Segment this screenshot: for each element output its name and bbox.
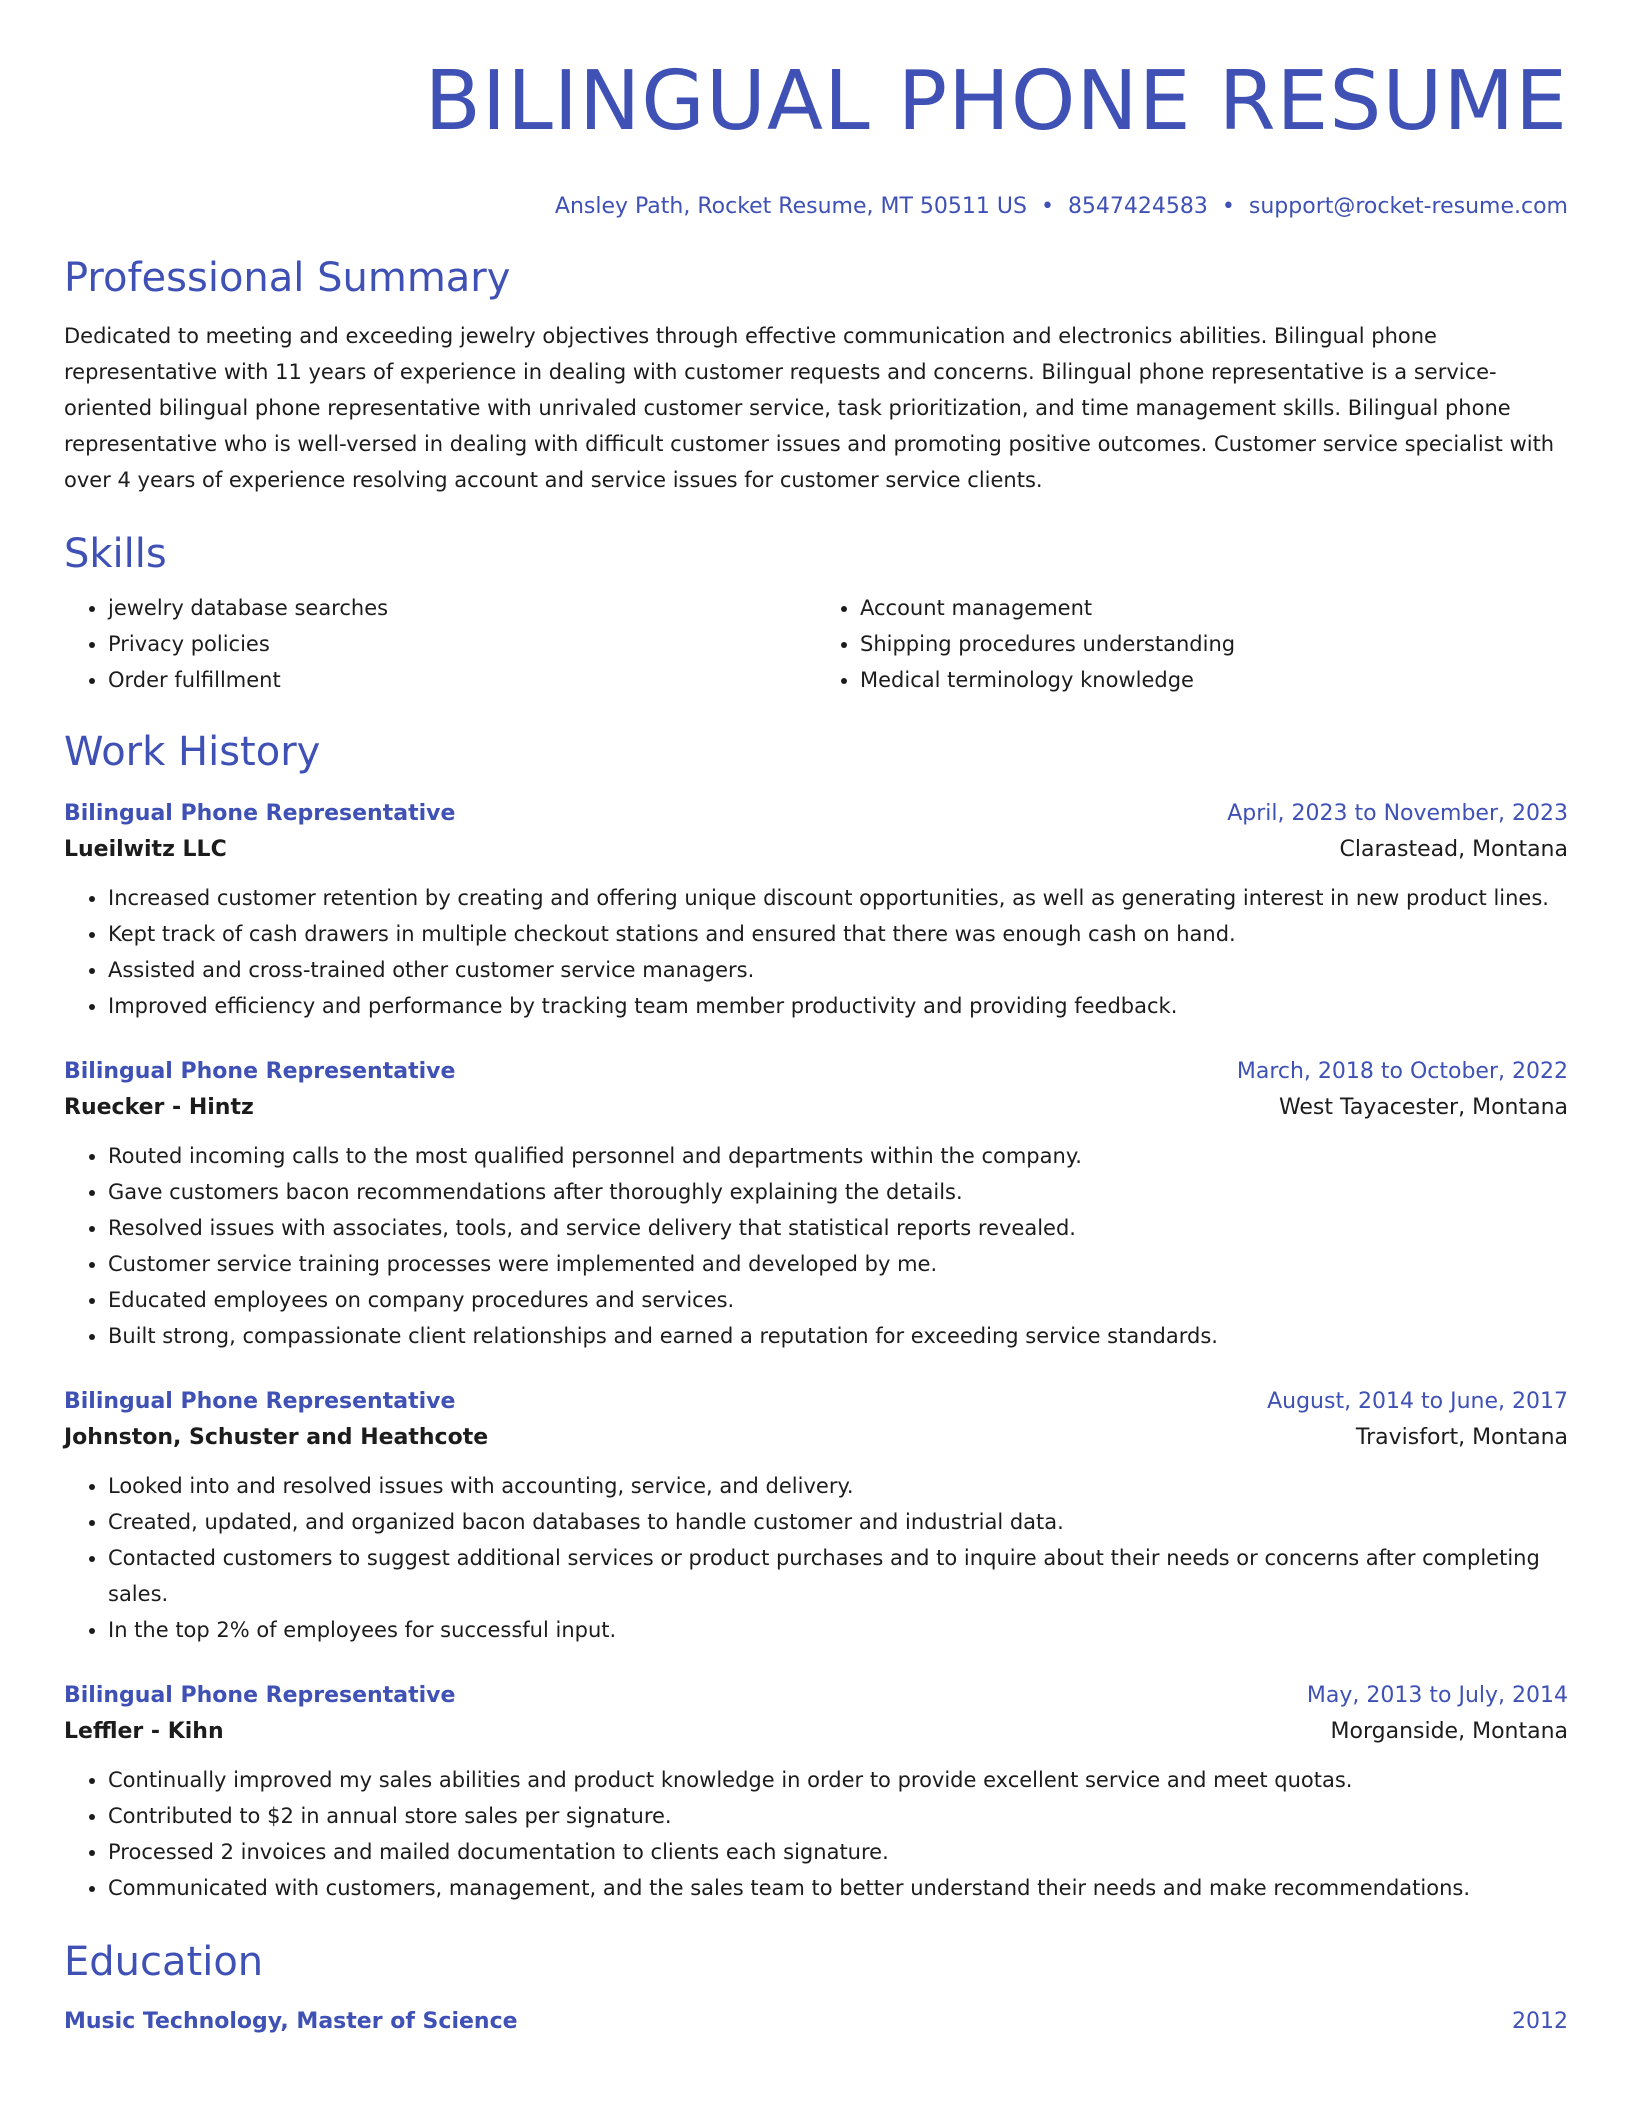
job-title-row — [64, 1056, 1568, 1088]
work-history-heading: Work History — [64, 729, 321, 775]
job-entry — [64, 1056, 1568, 1354]
job-company: Johnston, Schuster and Heathcote — [64, 1425, 489, 1450]
job-bullet: • Created, updated, and organized bacon databases to handle customer and industrial data. — [108, 1504, 1568, 1540]
job-bullet: • Educated employees on company procedures and services. — [108, 1282, 1568, 1318]
job-company-row — [64, 1712, 1568, 1752]
contact-address: Ansley Path, Rocket Resume, MT 50511 US — [554, 194, 1027, 219]
job-dates: May, 2013 to July, 2014 — [1306, 1683, 1568, 1708]
job-bullet: • Communicated with customers, management, and the sales team to better understand their needs and make recommendations. — [108, 1870, 1568, 1906]
job-entry — [64, 798, 1568, 1024]
job-entry — [64, 1680, 1568, 1906]
job-location: Clarastead, Montana — [1339, 837, 1568, 862]
job-company-row — [64, 830, 1568, 870]
education-degree: Music Technology, Master of Science — [64, 2009, 518, 2034]
job-company-row — [64, 1088, 1568, 1128]
contact-email: support@rocket-resume.com — [1248, 194, 1568, 219]
job-company-row — [64, 1418, 1568, 1458]
job-location: West Tayacester, Montana — [1278, 1095, 1568, 1120]
summary-text: Dedicated to meeting and exceeding jewelry objectives through effective communication and electronics abilities. Bilingual phone representative with 11 years of experience in dealing with customer requests and concerns. Bilingual phone representative is a service-oriented bilingual phone representative with unrivaled customer service, task prioritization, and time management skills. Bilingual phone representative who is well-versed in dealing with difficult customer issues and promoting positive outcomes. Customer service specialist with over 4 years of experience resolving account and service issues for customer service clients. — [64, 324, 1555, 492]
job-bullet: • Built strong, compassionate client relationships and earned a reputation for exceeding service standards. — [108, 1318, 1568, 1354]
job-company: Ruecker - Hintz — [64, 1095, 254, 1120]
summary-heading: Professional Summary — [64, 255, 511, 301]
job-bullet: • Processed 2 invoices and mailed documentation to clients each signature. — [108, 1834, 1568, 1870]
job-title-row — [64, 798, 1568, 830]
job-bullet: • Continually improved my sales abilities and product knowledge in order to provide excellent service and meet quotas. — [108, 1762, 1568, 1798]
job-title-row — [64, 1680, 1568, 1712]
job-bullet: • Assisted and cross-trained other customer service managers. — [108, 952, 1568, 988]
education-heading: Education — [64, 1939, 264, 1985]
contact-separator: • — [1221, 194, 1235, 219]
contact-phone: 8547424583 — [1067, 194, 1208, 219]
job-bullet: • Kept track of cash drawers in multiple checkout stations and ensured that there was enough cash on hand. — [108, 916, 1568, 952]
job-dates: April, 2023 to November, 2023 — [1227, 801, 1568, 826]
skills-heading: Skills — [64, 531, 167, 577]
resume-title: BILINGUAL PHONE RESUME — [424, 54, 1568, 149]
job-title-row — [64, 1386, 1568, 1418]
job-location: Travisfort, Montana — [1355, 1425, 1568, 1450]
job-bullet: • Gave customers bacon recommendations after thoroughly explaining the details. — [108, 1174, 1568, 1210]
job-bullet: • Improved efficiency and performance by tracking team member productivity and providing feedback. — [108, 988, 1568, 1024]
skill-item: • Order fulfillment — [108, 662, 816, 698]
job-bullet: • Looked into and resolved issues with accounting, service, and delivery. — [108, 1468, 1568, 1504]
job-bullets — [64, 880, 1568, 1024]
job-bullets — [64, 1468, 1568, 1648]
job-bullet: • Resolved issues with associates, tools, and service delivery that statistical reports revealed. — [108, 1210, 1568, 1246]
job-bullet: • Routed incoming calls to the most qualified personnel and departments within the company. — [108, 1138, 1568, 1174]
skill-item: • Shipping procedures understanding — [860, 626, 1568, 662]
job-bullet: • Contributed to $2 in annual store sales per signature. — [108, 1798, 1568, 1834]
skills-list — [64, 590, 1568, 698]
job-bullet: • Customer service training processes were implemented and developed by me. — [108, 1246, 1568, 1282]
skill-item: • jewelry database searches — [108, 590, 816, 626]
job-company: Lueilwitz LLC — [64, 837, 227, 862]
job-title: Bilingual Phone Representative — [64, 1683, 456, 1708]
skill-item: • Medical terminology knowledge — [860, 662, 1568, 698]
job-bullet: • In the top 2% of employees for successful input. — [108, 1612, 1568, 1648]
job-dates: March, 2018 to October, 2022 — [1236, 1059, 1568, 1084]
skill-item: • Privacy policies — [108, 626, 816, 662]
skill-item: • Account management — [860, 590, 1568, 626]
skills-column-left — [64, 590, 816, 698]
job-title: Bilingual Phone Representative — [64, 1389, 456, 1414]
job-bullet: • Contacted customers to suggest additional services or product purchases and to inquire about their needs or concerns after completing sales. — [108, 1540, 1568, 1612]
education-year: 2012 — [1512, 2009, 1568, 2034]
resume-header — [64, 52, 1568, 222]
job-dates: August, 2014 to June, 2017 — [1267, 1389, 1568, 1414]
skills-column-right — [816, 590, 1568, 698]
job-title: Bilingual Phone Representative — [64, 1059, 456, 1084]
job-entry — [64, 1386, 1568, 1648]
job-title: Bilingual Phone Representative — [64, 801, 456, 826]
job-bullet: • Increased customer retention by creating and offering unique discount opportunities, as well as generating interest in new product lines. — [108, 880, 1568, 916]
job-location: Morganside, Montana — [1330, 1719, 1568, 1744]
job-company: Leffler - Kihn — [64, 1719, 224, 1744]
contact-line — [64, 192, 1568, 222]
job-bullets — [64, 1762, 1568, 1906]
education-entry — [64, 2006, 1568, 2038]
job-bullets — [64, 1138, 1568, 1354]
contact-separator: • — [1040, 194, 1054, 219]
